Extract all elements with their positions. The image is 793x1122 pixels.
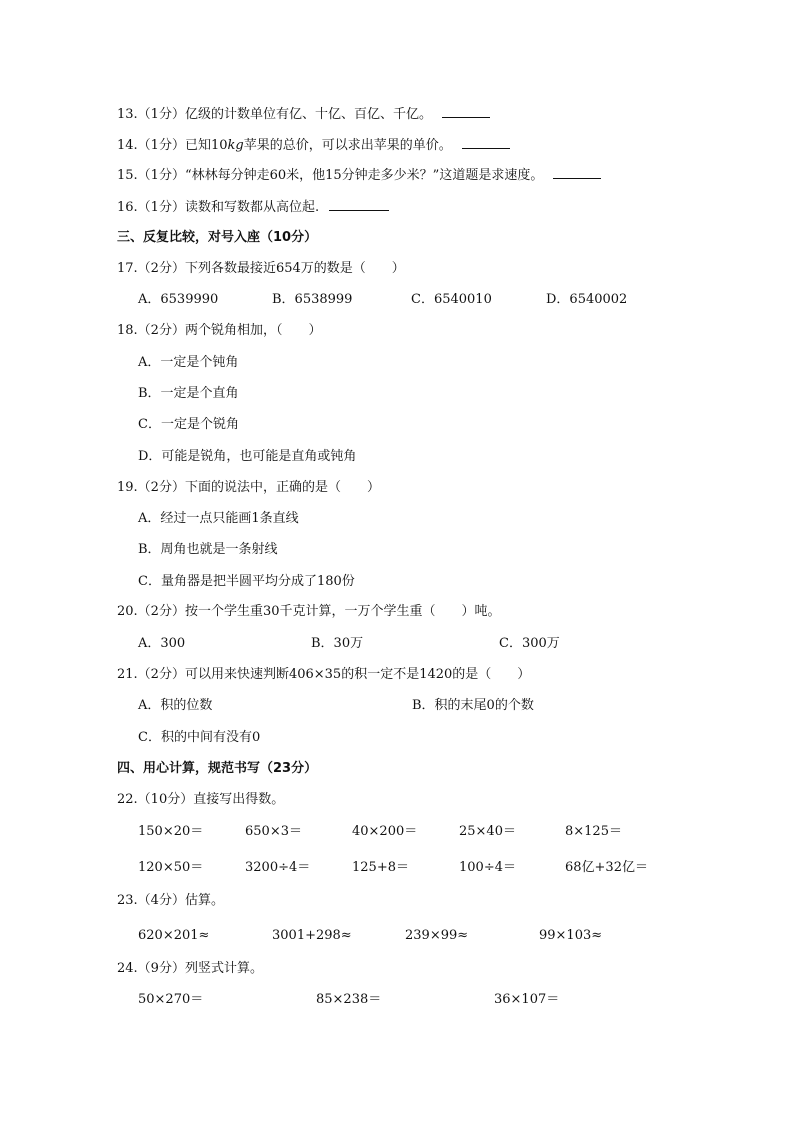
answer-blank-14[interactable]	[462, 136, 510, 149]
q22-item: 100÷4＝	[459, 860, 516, 875]
q17-option-b[interactable]: B．6538999	[272, 292, 353, 307]
section-4-heading: 四、用心计算，规范书写（23分）	[117, 761, 318, 776]
q17-option-a[interactable]: A．6539990	[138, 292, 219, 307]
q18-option-c[interactable]: C．一定是个锐角	[138, 417, 239, 432]
q23-item: 3001+298≈	[272, 928, 352, 943]
q18-option-b[interactable]: B．一定是个直角	[138, 386, 239, 401]
question-21-text: 21.（2分）可以用来快速判断406×35的积一定不是1420的是（ ）	[117, 667, 531, 682]
q22-item: 125+8＝	[352, 860, 409, 875]
q20-option-a[interactable]: A．300	[138, 636, 186, 651]
question-16-text: 16.（1分）读数和写数都从高位起.	[117, 200, 320, 215]
question-14-unit: kg	[227, 138, 244, 153]
q21-option-a[interactable]: A．积的位数	[138, 698, 213, 713]
q19-option-c[interactable]: C．量角器是把半圆平均分成了180份	[138, 574, 355, 589]
answer-blank-15[interactable]	[553, 166, 601, 179]
q20-option-c[interactable]: C．300万	[499, 636, 560, 651]
q17-option-d[interactable]: D．6540002	[546, 292, 628, 307]
q21-option-c[interactable]: C．积的中间有没有0	[138, 730, 261, 745]
question-22-text: 22.（10分）直接写出得数。	[117, 792, 285, 807]
question-17-text: 17.（2分）下列各数最接近654万的数是（ ）	[117, 261, 405, 276]
q22-item: 3200÷4＝	[245, 860, 311, 875]
question-24-text: 24.（9分）列竖式计算。	[117, 961, 263, 976]
question-18-text: 18.（2分）两个锐角相加，（ ）	[117, 323, 322, 338]
answer-blank-16[interactable]	[329, 198, 389, 211]
question-14	[117, 136, 510, 155]
q22-item: 650×3＝	[245, 824, 302, 839]
q22-item: 68亿+32亿＝	[565, 860, 648, 875]
q18-option-d[interactable]: D．可能是锐角，也可能是直角或钝角	[138, 449, 357, 464]
q23-item: 620×201≈	[138, 928, 210, 943]
q22-item: 8×125＝	[565, 824, 622, 839]
question-23-text: 23.（4分）估算。	[117, 893, 224, 908]
q19-option-a[interactable]: A．经过一点只能画1条直线	[138, 511, 299, 526]
answer-blank-13[interactable]	[442, 105, 490, 118]
question-13-text: 13.（1分）亿级的计数单位有亿、十亿、百亿、千亿。	[117, 107, 432, 122]
q20-option-b[interactable]: B．30万	[311, 636, 364, 651]
q18-option-a[interactable]: A．一定是个钝角	[138, 355, 239, 370]
question-19-text: 19.（2分）下面的说法中，正确的是（ ）	[117, 480, 380, 495]
q22-item: 25×40＝	[459, 824, 516, 839]
q22-item: 120×50＝	[138, 860, 204, 875]
q21-option-b[interactable]: B．积的末尾0的个数	[412, 698, 534, 713]
q23-item: 239×99≈	[405, 928, 469, 943]
question-15-text: 15.（1分）“林林每分钟走60米，他15分钟走多少米？”这道题是求速度。	[117, 168, 544, 183]
question-20-text: 20.（2分）按一个学生重30千克计算，一万个学生重（ ）吨。	[117, 604, 501, 619]
question-14-pre: 14.（1分）已知10	[117, 138, 228, 153]
q24-item: 50×270＝	[138, 992, 204, 1007]
question-13	[117, 105, 490, 124]
question-14-post: 苹果的总价，可以求出苹果的单价。	[243, 138, 452, 153]
q22-item: 150×20＝	[138, 824, 204, 839]
question-15	[117, 166, 601, 185]
q22-item: 40×200＝	[352, 824, 418, 839]
question-16	[117, 198, 389, 217]
q19-option-b[interactable]: B．周角也就是一条射线	[138, 542, 278, 557]
section-3-heading: 三、反复比较，对号入座（10分）	[117, 230, 318, 245]
q24-item: 36×107＝	[494, 992, 560, 1007]
q23-item: 99×103≈	[539, 928, 603, 943]
q24-item: 85×238＝	[316, 992, 382, 1007]
q17-option-c[interactable]: C．6540010	[411, 292, 492, 307]
